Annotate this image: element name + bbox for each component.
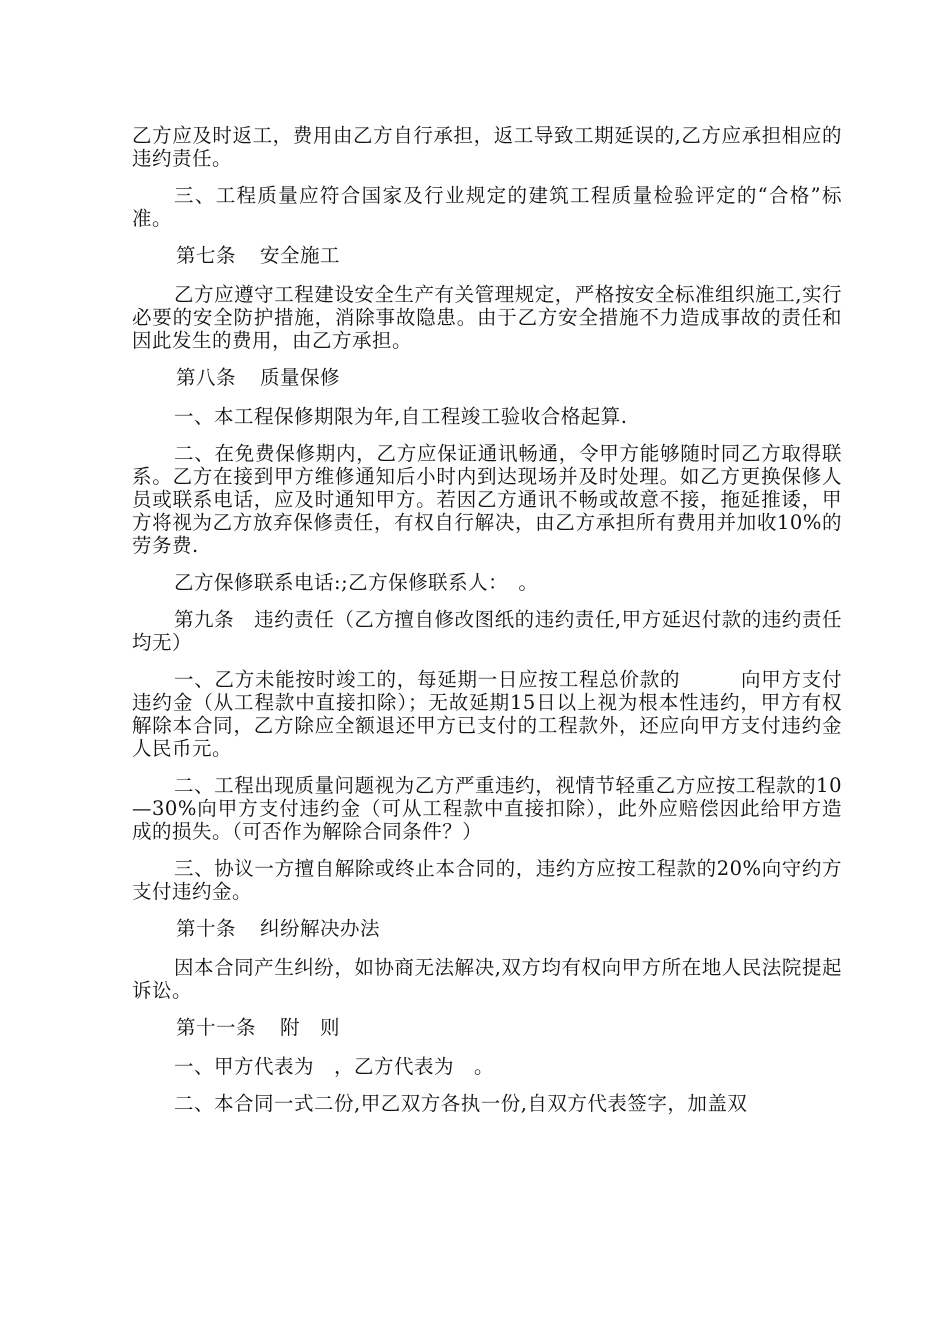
paragraph-warranty-contact: 乙方保修联系电话:;乙方保修联系人： 。	[174, 571, 539, 594]
article-title: 纠纷解决办法	[260, 917, 381, 940]
article-number: 第十一条	[176, 1016, 257, 1039]
document-body	[132, 124, 842, 1129]
paragraph-quality-standard: 三、工程质量应符合国家及行业规定的建筑工程质量检验评定的“合格”标准。	[132, 184, 842, 230]
paragraph-rework-liability: 乙方应及时返工，费用由乙方自行承担，返工导致工期延误的,乙方应承担相应的违约责任。	[132, 124, 842, 170]
article-8-heading	[132, 366, 842, 389]
paragraph-copies: 二、本合同一式二份,甲乙双方各执一份,自双方代表签字，加盖双	[174, 1092, 748, 1115]
article-title: 安全施工	[260, 244, 341, 267]
article-title: 质量保修	[260, 366, 341, 389]
article-number: 第十条	[176, 917, 237, 940]
article-7-heading	[132, 244, 842, 267]
article-9-heading: 第九条 违约责任（乙方擅自修改图纸的违约责任,甲方延迟付款的违约责任均无）	[132, 608, 842, 654]
paragraph-warranty-communication: 二、在免费保修期内，乙方应保证通讯畅通，令甲方能够随时同乙方取得联系。乙方在接到甲方维修通知后小时内到达现场并及时处理。如乙方更换保修人员或联系电话，应及时通知甲方。若因乙方通讯不畅或故意不接，拖延推诿，甲方将视为乙方放弃保修责任，有权自行解决，由乙方承担所有费用并加收10%的劳务费.	[132, 442, 842, 557]
paragraph-dispute-resolution: 因本合同产生纠纷，如协商无法解决,双方均有权向甲方所在地人民法院提起诉讼。	[132, 956, 842, 1002]
article-number: 第八条	[176, 366, 237, 389]
article-number: 第七条	[176, 244, 237, 267]
article-11-heading	[132, 1016, 842, 1039]
paragraph-safety-rules: 乙方应遵守工程建设安全生产有关管理规定，严格按安全标准组织施工,实行必要的安全防护措施，消除事故隐患。由于乙方安全措施不力造成事故的责任和因此发生的费用，由乙方承担。	[132, 283, 842, 352]
paragraph-delay-penalty: 一、乙方未能按时竣工的，每延期一日应按工程总价款的 向甲方支付违约金（从工程款中直接扣除）；无故延期15日以上视为根本性违约，甲方有权解除本合同，乙方除应全额退还甲方已支付的工程款外，还应向甲方支付违约金人民币元。	[132, 668, 842, 760]
article-10-heading	[132, 917, 842, 940]
paragraph-termination-penalty: 三、协议一方擅自解除或终止本合同的，违约方应按工程款的20%向守约方支付违约金。	[132, 857, 842, 903]
paragraph-representatives: 一、甲方代表为 ，乙方代表为 。	[174, 1055, 495, 1078]
paragraph-warranty-period: 一、本工程保修期限为年,自工程竣工验收合格起算.	[174, 405, 628, 428]
article-title: 附 则	[280, 1016, 341, 1039]
paragraph-quality-penalty: 二、工程出现质量问题视为乙方严重违约，视情节轻重乙方应按工程款的10—30%向甲方支付违约金（可从工程款中直接扣除），此外应赔偿因此给甲方造成的损失。（可否作为解除合同条件？）	[132, 774, 842, 843]
